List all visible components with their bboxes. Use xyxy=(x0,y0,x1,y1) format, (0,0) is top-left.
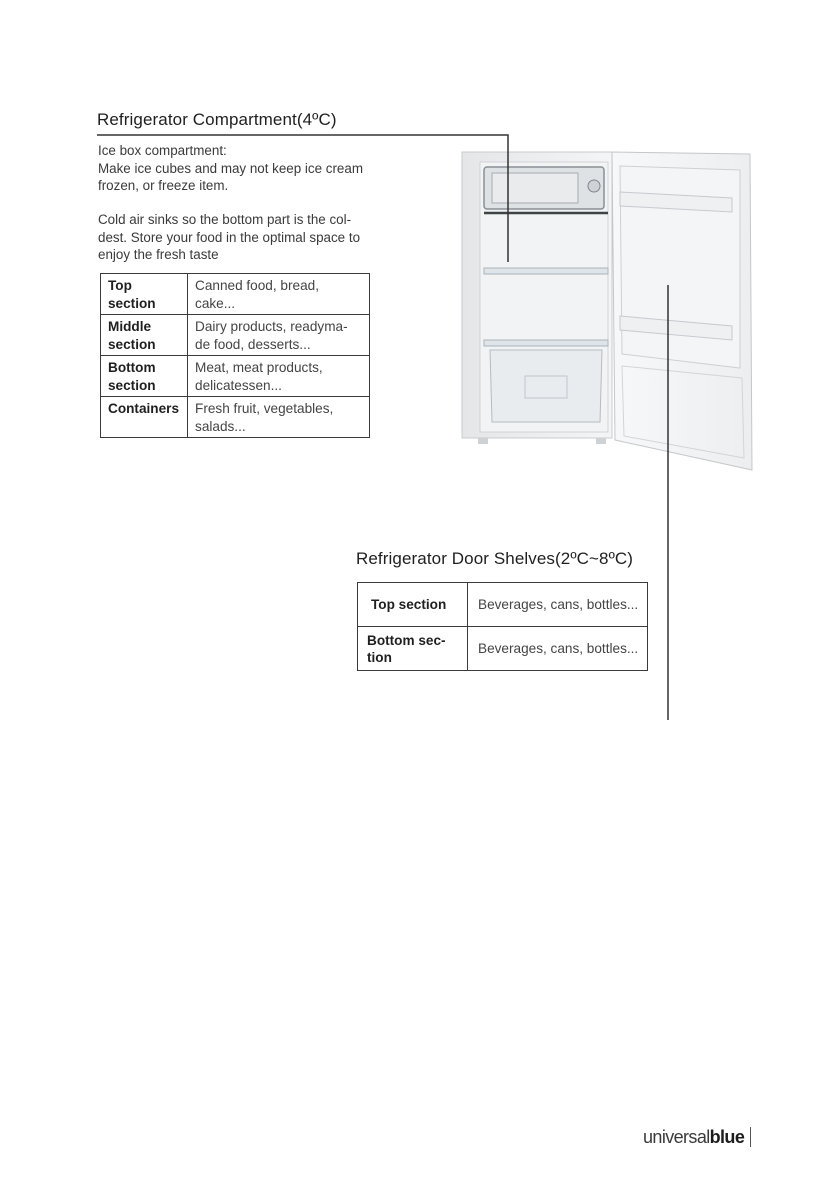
zone-label: Top section xyxy=(101,274,188,315)
zone-label: Bottom sec- tion xyxy=(358,627,468,671)
compartment-callout xyxy=(97,135,508,262)
brand-light: universal xyxy=(643,1127,710,1147)
brand-logo xyxy=(643,1127,751,1148)
door-table xyxy=(357,582,648,671)
zone-description: Canned food, bread, cake... xyxy=(188,274,370,315)
cold-air-line: Cold air sinks so the bottom part is the col- xyxy=(98,212,352,227)
cold-air-line: dest. Store your food in the optimal space to xyxy=(98,229,361,245)
table-row xyxy=(358,583,648,627)
compartment-heading: Refrigerator Compartment(4ºC) xyxy=(97,110,337,129)
brand-divider xyxy=(750,1127,751,1147)
zone-label: Middle section xyxy=(101,315,188,356)
zone-label: Bottom section xyxy=(101,356,188,397)
zone-description: Fresh fruit, vegetables, salads... xyxy=(188,397,370,438)
zone-label: Top section xyxy=(358,583,468,627)
ice-box-line: frozen, or freeze item. xyxy=(98,178,229,193)
table-row xyxy=(358,627,648,671)
zone-description: Meat, meat products, delicatessen... xyxy=(188,356,370,397)
brand-bold: blue xyxy=(709,1127,745,1147)
ice-box-line: Make ice cubes and may not keep ice cream xyxy=(98,160,363,176)
cold-air-line: enjoy the fresh taste xyxy=(98,247,219,262)
door-heading: Refrigerator Door Shelves(2ºC~8ºC) xyxy=(356,549,634,568)
zone-description: Dairy products, readyma- de food, desserts... xyxy=(188,315,370,356)
zone-description: Beverages, cans, bottles... xyxy=(468,627,648,671)
zone-label: Containers xyxy=(101,397,188,438)
zone-description: Beverages, cans, bottles... xyxy=(468,583,648,627)
ice-box-line: Ice box compartment: xyxy=(98,143,227,158)
